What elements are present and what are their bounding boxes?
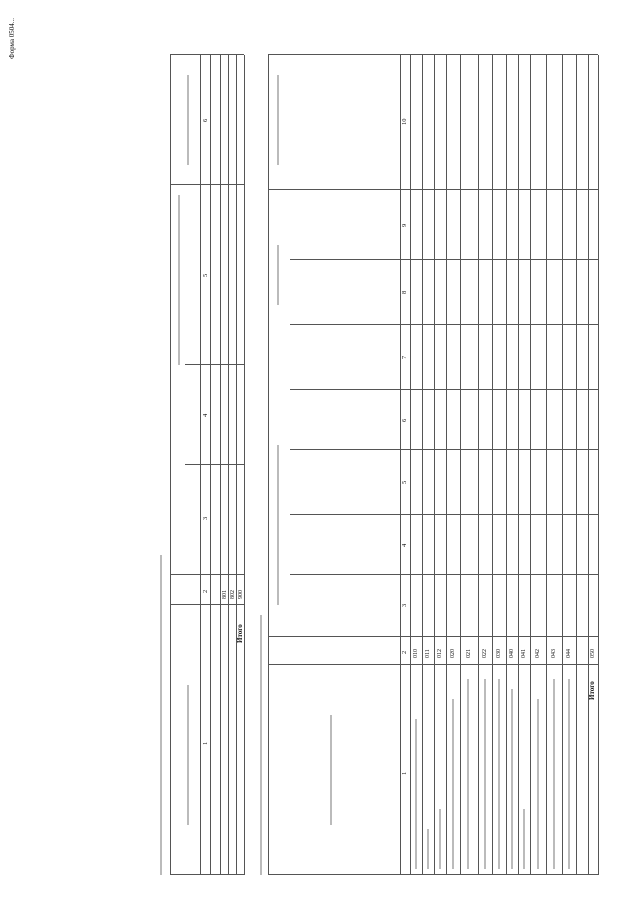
t1-row-900: 900	[238, 590, 244, 599]
t2-row-042: 042	[535, 649, 541, 658]
t1-col-4: 4	[202, 413, 209, 417]
t2-row-050: 050	[590, 649, 596, 658]
t2-row-010: 010	[413, 649, 419, 658]
section-2-6-title	[260, 615, 262, 875]
t2-row-021: 021	[466, 649, 472, 658]
t1-col-3: 3	[202, 516, 209, 520]
t1-row-802: 802	[230, 590, 236, 599]
form-code: Форма 0504...	[8, 18, 16, 59]
t2-col-6: 6	[401, 418, 408, 422]
t2-col-5: 5	[401, 480, 408, 484]
t1-col-5: 5	[202, 273, 209, 277]
t1-total-label: Итого	[236, 624, 244, 643]
t2-col-4: 4	[401, 543, 408, 547]
t2-col-8: 8	[401, 290, 408, 294]
t2-row-040: 040	[509, 649, 515, 658]
t2-row-012: 012	[437, 649, 443, 658]
t2-row-041: 041	[521, 649, 527, 658]
t1-row-801: 801	[222, 590, 228, 599]
t2-total-label: Итого	[588, 681, 596, 700]
t1-col-1: 1	[202, 741, 209, 745]
t2-row-030: 030	[496, 649, 502, 658]
t2-col-1: 1	[401, 771, 408, 775]
t2-col-10: 10	[401, 118, 408, 125]
t2-row-022: 022	[482, 649, 488, 658]
section-2-5-title	[160, 555, 162, 875]
t1-col-2: 2	[202, 589, 209, 593]
t2-col-3: 3	[401, 603, 408, 607]
t2-col-7: 7	[401, 355, 408, 359]
t2-row-020: 020	[450, 649, 456, 658]
t2-col-9: 9	[401, 223, 408, 227]
t1-col-6: 6	[202, 118, 209, 122]
t2-row-011: 011	[425, 649, 431, 658]
t2-row-044: 044	[566, 649, 572, 658]
t2-col-2: 2	[401, 650, 408, 654]
t2-row-043: 043	[551, 649, 557, 658]
